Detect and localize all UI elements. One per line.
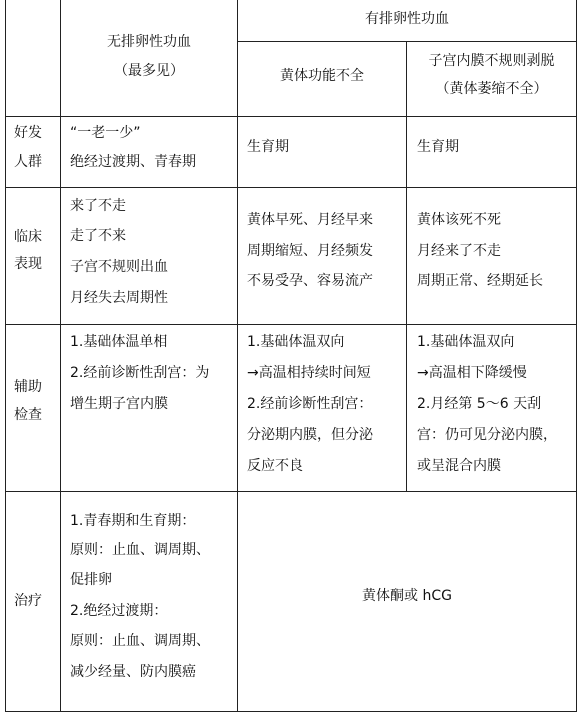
clinical-anovulatory-line3: 子宫不规则出血 [70, 259, 168, 275]
exam-luteal-line1: 1.基础体温双向 [247, 334, 345, 350]
clinical-anovulatory-line2: 走了不来 [70, 228, 126, 244]
clinical-irregular-line3: 周期正常、经期延长 [417, 273, 543, 289]
row-label-exam-line2: 检查 [14, 407, 42, 423]
clinical-luteal-line1: 黄体早死、月经早来 [247, 212, 373, 228]
clinical-luteal-line2: 周期缩短、月经频发 [247, 243, 373, 259]
clinical-anovulatory-line1: 来了不走 [70, 198, 126, 214]
exam-irregular-line1: 1.基础体温双向 [417, 334, 515, 350]
clinical-anovulatory-line4: 月经失去周期性 [70, 290, 168, 306]
row-divider-2 [5, 187, 577, 188]
treatment-anovulatory-line1: 1.青春期和生育期： [70, 513, 196, 529]
row-label-population-line1: 好发 [14, 125, 42, 141]
clinical-irregular-line1: 黄体该死不死 [417, 212, 501, 228]
population-irregular: 生育期 [417, 139, 459, 155]
exam-luteal-line3: 2.经前诊断性刮宫： [247, 396, 373, 412]
row-divider-3 [5, 324, 577, 325]
row-label-treatment: 治疗 [14, 593, 42, 609]
row-divider-4 [5, 491, 577, 492]
exam-anovulatory-line2: 2.经前诊断性刮宫：为 [70, 365, 210, 381]
treatment-anovulatory-line6: 减少经量、防内膜癌 [70, 664, 196, 680]
header-irregular-shedding-subtitle: （黄体萎缩不全） [435, 81, 548, 97]
treatment-anovulatory-line4: 2.绝经过渡期： [70, 603, 168, 619]
exam-irregular-line4: 宫：仍可见分泌内膜， [417, 427, 557, 443]
row-label-exam-line1: 辅助 [14, 379, 42, 395]
table-border-bottom [5, 711, 577, 712]
population-anovulatory-line1: “一老一少” [70, 125, 141, 141]
treatment-anovulatory-line3: 促排卵 [70, 572, 112, 588]
exam-irregular-line2: →高温相下降缓慢 [417, 365, 527, 381]
col-divider-1 [60, 0, 61, 712]
clinical-irregular-line2: 月经来了不走 [417, 243, 501, 259]
exam-anovulatory-line3: 增生期子宫内膜 [70, 396, 168, 412]
row-divider-1 [5, 116, 577, 117]
header-anovulatory-subtitle: （最多见） [114, 63, 184, 79]
col-divider-2 [237, 0, 238, 712]
treatment-anovulatory-line2: 原则：止血、调周期、 [70, 542, 210, 558]
treatment-anovulatory-line5: 原则：止血、调周期、 [70, 633, 210, 649]
row-label-clinical-line1: 临床 [14, 229, 42, 245]
population-anovulatory-line2: 绝经过渡期、青春期 [70, 154, 196, 170]
col-divider-3 [406, 41, 407, 492]
exam-irregular-line3: 2.月经第 5～6 天刮 [417, 396, 542, 412]
row-label-clinical-line2: 表现 [14, 256, 42, 272]
exam-anovulatory-line1: 1.基础体温单相 [70, 334, 168, 350]
treatment-ovulatory-merged: 黄体酮或 hCG [362, 588, 452, 604]
row-label-population-line2: 人群 [14, 154, 42, 170]
table-border-left [5, 0, 6, 712]
exam-luteal-line5: 反应不良 [247, 458, 303, 474]
header-anovulatory-title: 无排卵性功血 [107, 34, 191, 50]
population-luteal: 生育期 [247, 139, 289, 155]
header-irregular-shedding-title: 子宫内膜不规则剥脱 [428, 53, 555, 69]
header-ovulatory-group: 有排卵性功血 [365, 11, 449, 27]
clinical-luteal-line3: 不易受孕、容易流产 [247, 273, 373, 289]
table-border-right [576, 0, 577, 712]
header-subdivider [237, 41, 577, 42]
header-luteal-insufficiency: 黄体功能不全 [280, 68, 364, 84]
exam-luteal-line2: →高温相持续时间短 [247, 365, 371, 381]
exam-irregular-line5: 或呈混合内膜 [417, 458, 501, 474]
exam-luteal-line4: 分泌期内膜，但分泌 [247, 427, 373, 443]
